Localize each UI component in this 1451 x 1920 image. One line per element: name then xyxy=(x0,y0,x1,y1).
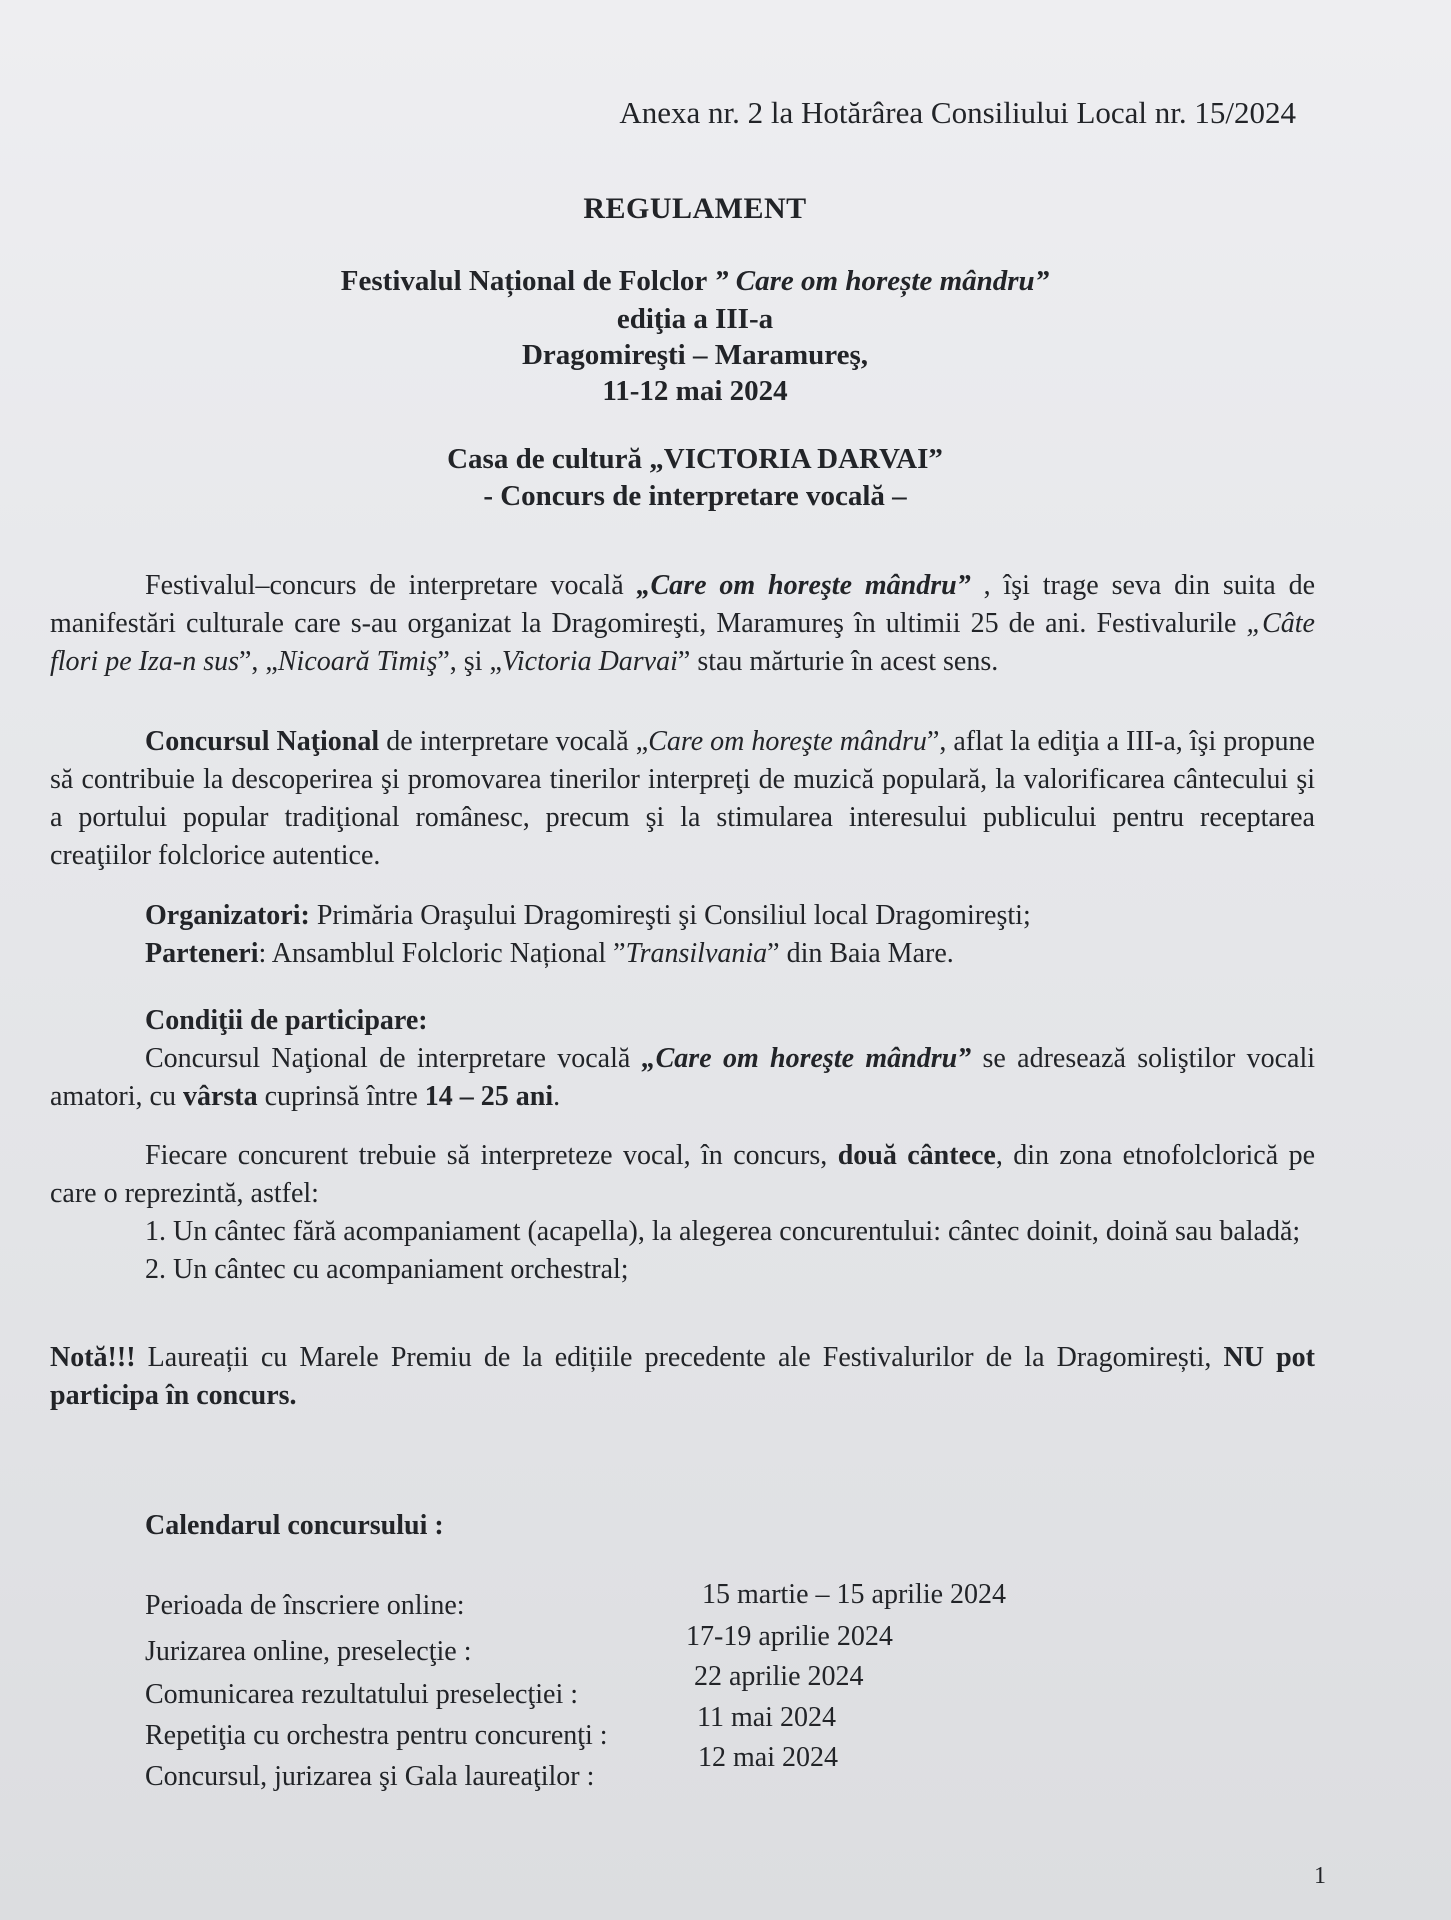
conditions-block xyxy=(50,1002,1315,1116)
intro-motto: „Care om horeşte mândru” xyxy=(636,570,984,601)
purpose-paragraph xyxy=(50,723,1315,875)
purpose-motto: Care om horeşte mândru xyxy=(648,726,927,757)
conditions-text-c: se adresează soliştilor vocali amatori, cu xyxy=(50,1043,1315,1112)
casa-de-cultura: Casa de cultură „VICTORIA DARVAI” xyxy=(447,443,943,475)
intro-festival-3: Victoria Darvai xyxy=(501,646,678,677)
songs-item-2: 2. Un cântec cu acompaniament orchestral; xyxy=(145,1254,629,1285)
songs-count: două cântece xyxy=(837,1140,996,1171)
page-number: 1 xyxy=(1314,1863,1326,1889)
note-label: Notă!!! xyxy=(50,1342,136,1373)
organizers-text: Primăria Oraşului Dragomireşti şi Consiliul local Dragomireşti; xyxy=(309,900,1031,931)
conditions-heading: Condiţii de participare: xyxy=(145,1005,428,1036)
festival-name-line xyxy=(0,265,1390,298)
intro-festival-2: Nicoară Timiş xyxy=(277,646,438,677)
partners-text-c: ” din Baia Mare. xyxy=(767,938,954,969)
partners-name: Transilvania xyxy=(625,938,768,969)
partners-text-a: : Ansamblul Folcloric Național ” xyxy=(258,938,626,969)
festival-edition: ediţia a III-a xyxy=(616,303,774,335)
purpose-text-b: de interpretare vocală „ xyxy=(379,726,649,757)
intro-text-i: ” stau mărturie în acest sens. xyxy=(677,646,999,677)
festival-dates: 11-12 mai 2024 xyxy=(602,375,788,407)
note-block xyxy=(50,1339,1315,1415)
conditions-age-label: vârsta xyxy=(182,1081,258,1112)
calendar-row-value: 12 mai 2024 xyxy=(698,1742,838,1773)
songs-text-a: Fiecare concurent trebuie să interpreteze vocal, în concurs, xyxy=(145,1140,838,1171)
calendar-row-value: 22 aprilie 2024 xyxy=(694,1661,864,1692)
purpose-text-d: ”, aflat la ediţia a III-a, îşi propune să contribuie la descoperirea şi promovarea tinerilor interpreţi de muzică populară, la valorificarea cântecului şi a portului popular tradiţional românesc, precum şi la stimularea interesului publicului pentru receptarea creaţiilor folclorice autentice. xyxy=(50,726,1315,871)
calendar-row-label: Concursul, jurizarea şi Gala laureaţilor : xyxy=(145,1761,595,1792)
festival-location: Dragomireşti – Maramureş, xyxy=(521,339,869,371)
calendar-row-label: Jurizarea online, preselecţie : xyxy=(145,1636,472,1667)
intro-text-g: ”, şi „ xyxy=(437,646,502,677)
conditions-text-e: cuprinsă între xyxy=(257,1081,425,1112)
calendar-row-label: Perioada de înscriere online: xyxy=(145,1590,465,1621)
calendar-row-value: 15 martie – 15 aprilie 2024 xyxy=(702,1579,1007,1610)
purpose-label: Concursul Naţional xyxy=(145,726,380,757)
calendar-heading: Calendarul concursului : xyxy=(145,1510,444,1541)
calendar-row-value: 17-19 aprilie 2024 xyxy=(686,1621,893,1652)
document-title: REGULAMENT xyxy=(583,192,807,225)
songs-text-c: , din zona etnofolclorică pe care o reprezintă, astfel: xyxy=(50,1140,1315,1209)
partners-label: Parteneri xyxy=(145,938,259,969)
festival-motto: ” Care om horește mândru” xyxy=(714,265,1050,297)
calendar-row-label: Comunicarea rezultatului preselecţiei : xyxy=(145,1679,579,1710)
intro-text-c: , îşi trage seva din suita de manifestări culturale care s-au organizat la Dragomireşti, Maramureş în ultimii 25 de ani. Festivalurile xyxy=(50,570,1316,639)
conditions-text-g: . xyxy=(553,1081,561,1112)
organizers-block xyxy=(50,897,1315,973)
songs-item-1: 1. Un cântec fără acompaniament (acapella), la alegerea concurentului: cântec doinit, doină sau baladă; xyxy=(145,1216,1301,1247)
songs-block xyxy=(50,1137,1315,1289)
intro-text-a: Festivalul–concurs de interpretare vocală xyxy=(145,570,637,601)
conditions-text-a: Concursul Naţional de interpretare vocală xyxy=(145,1043,642,1074)
note-restriction: NU pot participa în concurs. xyxy=(50,1342,1316,1411)
contest-subtitle: - Concurs de interpretare vocală – xyxy=(483,480,907,512)
calendar-row-label: Repetiţia cu orchestra pentru concurenţi : xyxy=(145,1720,608,1751)
intro-text-e: ”, „ xyxy=(239,646,278,677)
conditions-age-range: 14 – 25 ani xyxy=(424,1081,554,1112)
festival-prefix: Festivalul Național de Folclor xyxy=(340,265,715,297)
organizers-label: Organizatori: xyxy=(145,900,310,931)
intro-paragraph xyxy=(50,567,1315,681)
note-text: Laureații cu Marele Premiu de la edițiile precedente ale Festivalurilor de la Dragomirești, xyxy=(135,1342,1224,1373)
intro-festival-1: „Câte flori pe Iza-n sus xyxy=(50,608,1315,677)
conditions-motto: „Care om horeşte mândru” xyxy=(641,1043,972,1074)
annex-reference: Anexa nr. 2 la Hotărârea Consiliului Local nr. 15/2024 xyxy=(619,95,1296,130)
calendar-row-value: 11 mai 2024 xyxy=(697,1702,836,1733)
